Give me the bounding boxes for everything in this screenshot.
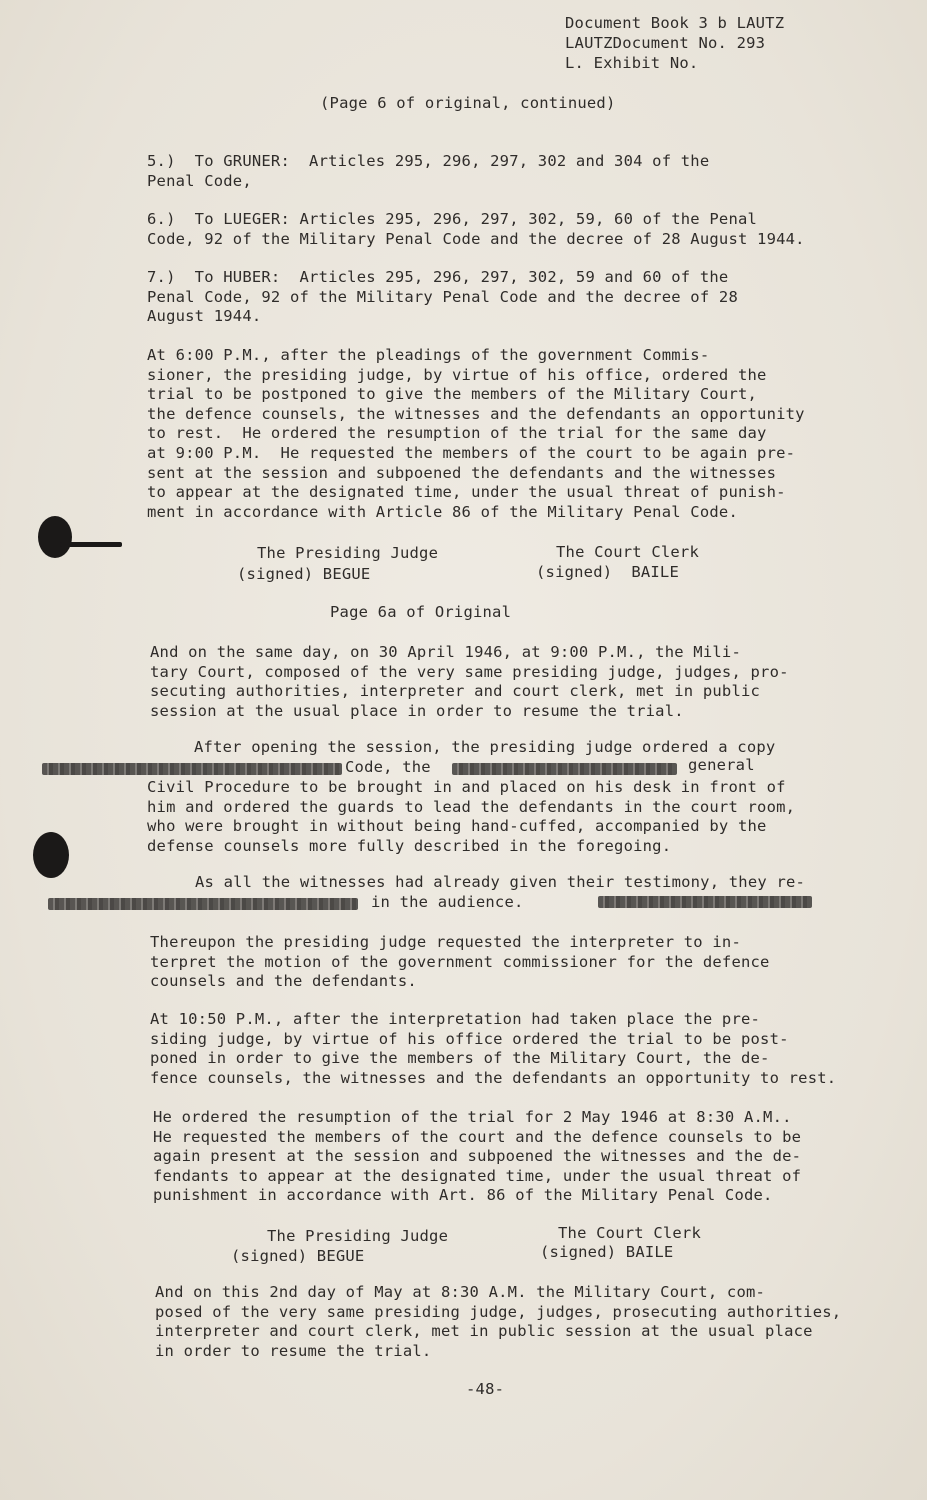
sig2-clerk-signed: (signed) BAILE [540, 1243, 674, 1261]
header-doc-number: LAUTZDocument No. 293 [565, 34, 766, 52]
paragraph-may: And on this 2nd day of May at 8:30 A.M. the Military Court, com- posed of the very same presiding judge, judges, prosecuting authorities, interpreter and court clerk, met in public session at the usual place in order to resume the trial. [155, 1283, 842, 1360]
sig1-clerk-title: The Court Clerk [556, 543, 699, 561]
item-lueger: 6.) To LUEGER: Articles 295, 296, 297, 302, 59, 60 of the Penal Code, 92 of the Military Penal Code and the decree of 28 August 1944. [147, 210, 805, 248]
paragraph-witnesses-line2: in the audience. [371, 893, 524, 911]
sig2-judge-title: The Presiding Judge [267, 1227, 449, 1245]
redaction-bar-1 [42, 763, 342, 775]
sig2-clerk-title: The Court Clerk [558, 1224, 701, 1242]
paragraph-opening-line2b: general [688, 756, 755, 774]
paragraph-opening-line2a: Code, the [345, 758, 431, 776]
item-huber: 7.) To HUBER: Articles 295, 296, 297, 302, 59 and 60 of the Penal Code, 92 of the Military Penal Code and the decree of 28 August 1944. [147, 268, 738, 326]
sig1-judge-signed: (signed) BEGUE [237, 565, 371, 583]
sig2-judge-signed: (signed) BEGUE [231, 1247, 365, 1265]
paragraph-witnesses-line1: As all the witnesses had already given their testimony, they re- [195, 873, 806, 891]
item-gruner: 5.) To GRUNER: Articles 295, 296, 297, 302 and 304 of the Penal Code, [147, 152, 710, 190]
header-doc-book: Document Book 3 b LAUTZ [565, 14, 785, 32]
paragraph-opening-rest: Civil Procedure to be brought in and placed on his desk in front of him and ordered the guards to lead the defendants in the court room, who were brought in without being hand-cuffed, accompanied by the defense counsels more fully described in the foregoing. [147, 778, 796, 855]
punch-smear-top [60, 542, 122, 547]
page-6a-heading: Page 6a of Original [330, 603, 512, 621]
paragraph-same-day: And on the same day, on 30 April 1946, at 9:00 P.M., the Mili- tary Court, composed of the very same presiding judge, judges, pro- secuting authorities, interpreter and court clerk, met in public session at the usual place in order to resume the trial. [150, 643, 789, 720]
paragraph-postponement: At 6:00 P.M., after the pleadings of the government Commis- sioner, the presiding judge, by virtue of his office, ordered the trial to be postponed to give the members of the Military Court, the defence counsels, the witnesses and the defendants an opportunity to rest. He ordered the resumption of the trial for the same day at 9:00 P.M. He requested the members of the court to be again pre- sent at the session and subpoened the defendants and the witnesses to appear at the designated time, under the usual threat of punish- ment in accordance with Article 86 of the Military Penal Code. [147, 346, 805, 521]
paragraph-1050: At 10:50 P.M., after the interpretation had taken place the pre- siding judge, by virtue of his office ordered the trial to be post- poned in order to give the members of the Military Court, the de- fence counsels, the witnesses and the defendants an opportunity to rest. [150, 1010, 837, 1087]
punch-hole-mark-top [38, 516, 72, 558]
header-exhibit: L. Exhibit No. [565, 54, 699, 72]
redaction-bar-3 [48, 898, 358, 910]
paragraph-thereupon: Thereupon the presiding judge requested the interpreter to in- terpret the motion of the government commissioner for the defence counsels and the defendants. [150, 933, 770, 991]
paragraph-resumption: He ordered the resumption of the trial for 2 May 1946 at 8:30 A.M.. He requested the members of the court and the defence counsels to be again present at the session and subpoened the witnesses and the de- fendants to appear at the designated time, under the usual threat of punishment in accordance with Art. 86 of the Military Penal Code. [153, 1108, 802, 1205]
sig1-clerk-signed: (signed) BAILE [536, 563, 679, 581]
page-number: -48- [466, 1380, 505, 1398]
redaction-bar-2 [452, 763, 677, 775]
sig1-judge-title: The Presiding Judge [257, 544, 439, 562]
redaction-bar-4 [598, 896, 812, 908]
paragraph-opening-line1: After opening the session, the presiding judge ordered a copy [194, 738, 776, 756]
punch-hole-mark-bottom [33, 832, 69, 878]
page-note: (Page 6 of original, continued) [320, 94, 616, 112]
